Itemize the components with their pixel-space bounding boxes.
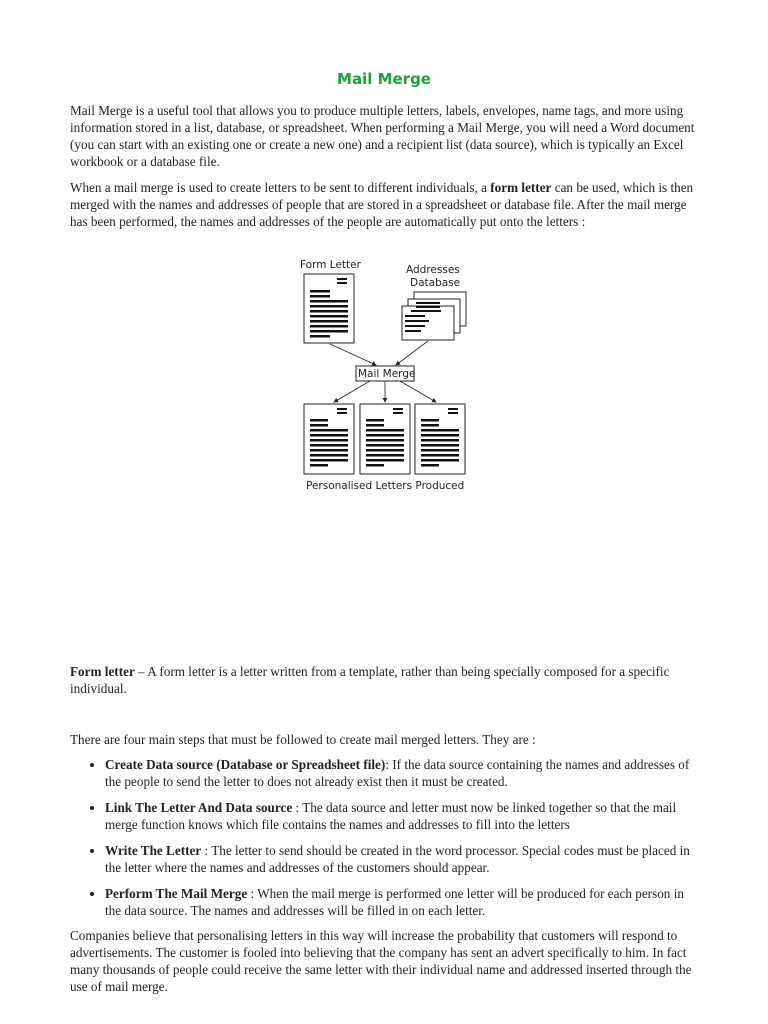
definition-term: Form letter <box>70 664 135 679</box>
arrow-db-to-merge <box>396 341 428 365</box>
form-letter-label: Form Letter <box>300 259 361 271</box>
addresses-database-icon <box>402 292 466 340</box>
step-text: : The data source and letter must now be linked together so that the mail merge function knows which file contains the names and addresses to fill into the letters <box>105 800 677 832</box>
step-text: : The letter to send should be created in the word processor. Special codes must be placed in the letter where the names and addresses of the customers should appear. <box>105 843 690 875</box>
list-item <box>105 842 700 876</box>
list-item <box>105 799 700 833</box>
step-term: Write The Letter <box>105 843 202 858</box>
addresses-label: Addresses <box>406 264 460 276</box>
arrow-form-to-merge <box>330 344 376 365</box>
list-item <box>105 756 700 790</box>
form-letter-paragraph <box>70 179 700 230</box>
step-term: Create Data source (Database or Spreadsheet file) <box>105 757 386 772</box>
arrow-merge-to-letter-3 <box>400 381 436 402</box>
mail-merge-label: Mail Merge <box>358 368 416 380</box>
list-item <box>105 885 700 919</box>
steps-list <box>70 756 700 928</box>
form-letter-term: form letter <box>490 180 552 195</box>
step-term: Link The Letter And Data source <box>105 800 293 815</box>
step-text: : When the mail merge is performed one letter will be produced for each person in the data source. The names and addresses will be filled in on each letter. <box>105 886 684 918</box>
output-letter-2-icon <box>360 404 410 474</box>
form-letter-document-icon <box>304 274 354 343</box>
output-letter-3-icon <box>415 404 465 474</box>
closing-paragraph: Companies believe that personalising letters in this way will increase the probability that customers will respond to advertisements. The customer is fooled into believing that the company has sent an advert specifically to him. In fact many thousands of people could receive the same letter with their individual name and addressed inserted through the use of mail merge. <box>70 928 692 994</box>
steps-intro: There are four main steps that must be followed to create mail merged letters. They are : <box>70 732 536 747</box>
personalised-letters-label: Personalised Letters Produced <box>306 480 465 492</box>
paragraph-text-before: When a mail merge is used to create letters to be sent to different individuals, a <box>70 180 491 195</box>
definition-text: – A form letter is a letter written from a template, rather than being specially composed for a specific individual. <box>70 664 670 696</box>
paragraph-text-after: can be used, which is then merged with the names and addresses of people that are stored in a spreadsheet or database file. After the mail merge has been performed, the names and addresses of the people are automatically put onto the letters : <box>70 180 694 229</box>
output-letter-1-icon <box>304 404 354 474</box>
form-letter-definition <box>70 663 700 697</box>
intro-paragraph: Mail Merge is a useful tool that allows you to produce multiple letters, labels, envelopes, name tags, and more using information stored in a list, database, or spreadsheet. When performing a Mail Merge, you will need a Word document (you can start with an existing one or create a new one) and a recipient list (data source), which is typically an Excel workbook or a database file. <box>70 103 695 169</box>
arrow-merge-to-letter-1 <box>334 381 370 402</box>
page-title: Mail Merge <box>337 70 431 88</box>
step-text: : If the data source containing the names and addresses of the people to send the letter to does not already exist then it must be created. <box>105 757 690 789</box>
database-label: Database <box>410 277 461 289</box>
step-term: Perform The Mail Merge <box>105 886 248 901</box>
mail-merge-diagram <box>290 254 480 494</box>
